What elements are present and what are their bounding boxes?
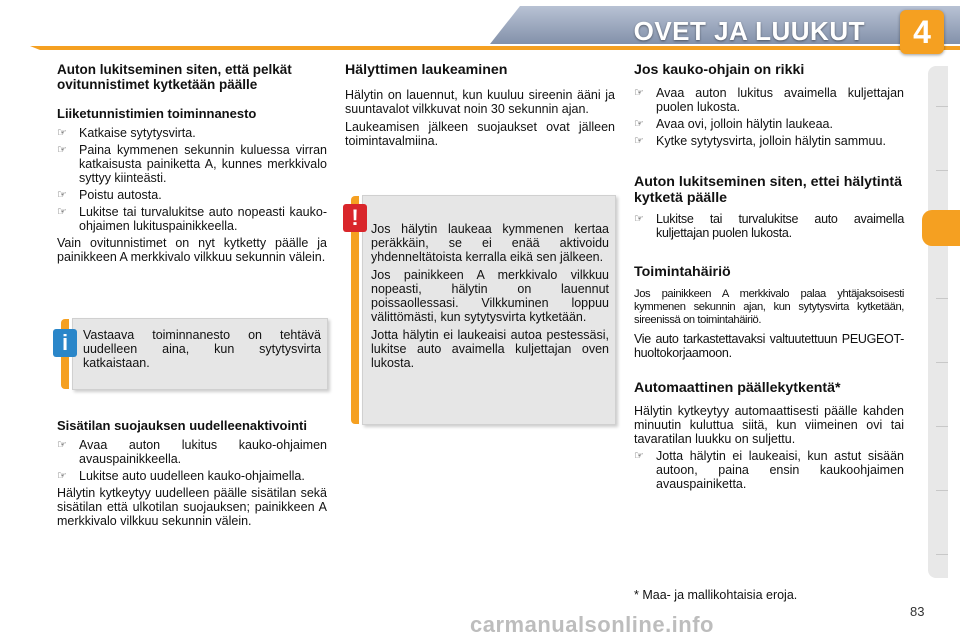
subsection-title: Sisätilan suojauksen uudelleenaktivointi (57, 418, 307, 433)
page-title: OVET JA LUUKUT (633, 16, 865, 46)
bullet-pointer-icon: ☞ (57, 127, 67, 139)
warning-note-text (371, 222, 609, 370)
paragraph: Jos painikkeen A merkkivalo palaa yhtäjaksoisesti kymmenen sekunnin ajan, kun sytytysvirta kytketään, sireenissä on toimintahäiriö. (634, 288, 904, 326)
info-note-text: Vastaava toiminnanesto on tehtävä uudelleen aina, kun sytytysvirta katkaistaan. (83, 328, 321, 370)
info-note (61, 318, 328, 390)
paragraph: Hälytin kytkeytyy automaattisesti päälle kahden minuutin kuluttua siitä, kun viimeinen ovi tai tavaratilan luukku on suljettu. (634, 404, 904, 446)
chapter-tab-active (922, 210, 960, 246)
tab-divider (936, 362, 948, 363)
left-column (57, 62, 327, 264)
paragraph: Hälytin kytkeytyy uudelleen päälle sisätilan sekä sisätilan että ulkotilan suojauksen; painikkeen A merkkivalo vilkkuu sekunnin välein. (57, 486, 327, 528)
tab-divider (936, 554, 948, 555)
bullet-pointer-icon: ☞ (634, 118, 644, 130)
page-number: 83 (910, 604, 925, 619)
info-icon: i (53, 329, 77, 357)
bullet-pointer-icon: ☞ (634, 450, 644, 462)
list-item: ☞ Poistu autosta. (57, 188, 162, 202)
bullet-pointer-icon: ☞ (57, 189, 67, 201)
paragraph: Vie auto tarkastettavaksi valtuutettuun PEUGEOT-huoltokorjaamoon. (634, 332, 904, 360)
list-item: ☞ Avaa auton lukitus avaimella kuljettajan puolen lukosta. (634, 86, 904, 114)
section-title: Automaattinen päällekytkentä* (634, 380, 841, 396)
list-item: ☞ Lukitse tai turvalukitse auto nopeasti kauko-ohjaimen lukituspainikkeella. (57, 205, 327, 233)
list-item: ☞ Avaa auton lukitus kauko-ohjaimen avauspainikkeella. (57, 438, 327, 466)
subsection-title: Liiketunnistimien toiminnanesto (57, 106, 257, 121)
bullet-pointer-icon: ☞ (634, 135, 644, 147)
section-title: Jos kauko-ohjain on rikki (634, 62, 805, 78)
bullet-pointer-icon: ☞ (634, 87, 644, 99)
bullet-pointer-icon: ☞ (57, 144, 67, 156)
list-item: ☞ Jotta hälytin ei laukeaisi, kun astut sisään autoon, paina ensin kaukoohjaimen avauspainiketta. (634, 449, 904, 491)
paragraph: Laukeamisen jälkeen suojaukset ovat jälleen toimintavalmiina. (345, 120, 615, 148)
list-item: ☞ Avaa ovi, jolloin hälytin laukeaa. (634, 117, 833, 131)
bullet-pointer-icon: ☞ (57, 439, 67, 451)
tab-divider (936, 298, 948, 299)
left-column-lower (57, 418, 327, 528)
tab-divider (936, 490, 948, 491)
paragraph: Jos hälytin laukeaa kymmenen kertaa peräkkäin, se ei enää aktivoidu yhdenneltätoista kerralla eikä sen jälkeen. (371, 222, 609, 264)
paragraph: Jos painikkeen A merkkivalo vilkkuu nopeasti, hälytin on lauennut poissaollessasi. Vilkkuminen loppuu välittömästi, kun sytytysvirta kytketään. (371, 268, 609, 324)
middle-column (345, 62, 615, 148)
paragraph: Vain ovitunnistimet on nyt kytketty päälle ja painikkeen A merkkivalo vilkkuu sekunnin välein. (57, 236, 327, 264)
paragraph: Jotta hälytin ei laukeaisi autoa pestessäsi, lukitse auto avaimella kuljettajan oven lukosta. (371, 328, 609, 370)
tab-divider (936, 426, 948, 427)
list-item: ☞ Katkaise sytytysvirta. (57, 126, 196, 140)
tab-divider (936, 106, 948, 107)
right-column (634, 62, 904, 494)
chapter-badge: 4 (900, 10, 944, 54)
list-item: ☞ Kytke sytytysvirta, jolloin hälytin sammuu. (634, 134, 886, 148)
bullet-pointer-icon: ☞ (634, 213, 644, 225)
section-title: Auton lukitseminen siten, ettei hälytintä kytketä päälle (634, 174, 903, 206)
chapter-tab-strip (928, 66, 948, 578)
section-title: Hälyttimen laukeaminen (345, 62, 508, 78)
list-item: ☞ Lukitse tai turvalukitse auto avaimella kuljettajan puolen lukosta. (634, 212, 904, 240)
list-item: ☞ Lukitse auto uudelleen kauko-ohjaimella. (57, 469, 305, 483)
section-title: Auton lukitseminen siten, että pelkät ovitunnistimet kytketään päälle (57, 62, 292, 92)
list-item: ☞ Paina kymmenen sekunnin kuluessa virran katkaisusta painiketta A, kunnes merkkivalo syttyy kiinteästi. (57, 143, 327, 185)
paragraph: Hälytin on lauennut, kun kuuluu sireenin ääni ja suuntavalot vilkkuvat noin 30 sekunnin ajan. (345, 88, 615, 116)
section-title: Toimintahäiriö (634, 264, 731, 280)
warning-icon: ! (343, 204, 367, 232)
warning-note (351, 195, 616, 425)
tab-divider (936, 170, 948, 171)
watermark: carmanualsonline.info (470, 612, 714, 637)
bullet-pointer-icon: ☞ (57, 470, 67, 482)
bullet-pointer-icon: ☞ (57, 206, 67, 218)
footnote: * Maa- ja mallikohtaisia eroja. (634, 588, 798, 602)
